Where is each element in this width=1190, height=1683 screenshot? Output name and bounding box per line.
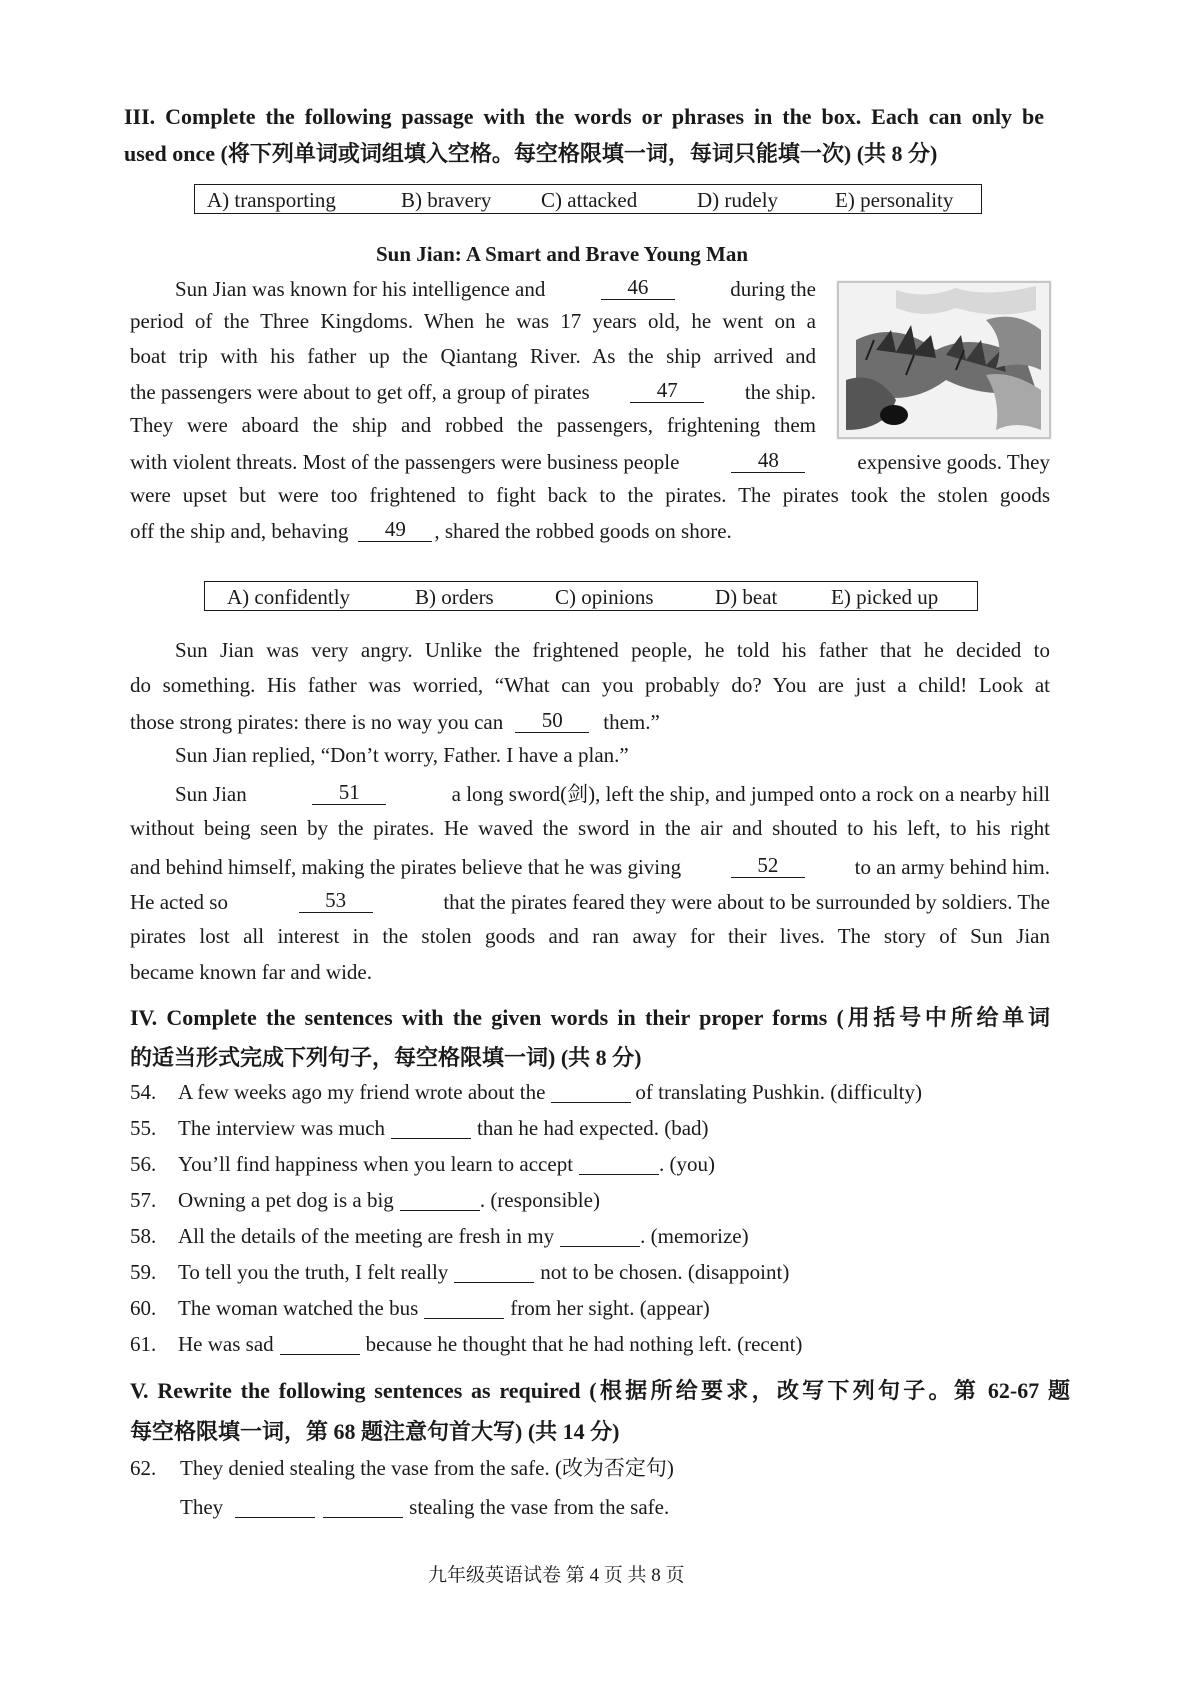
question-text-before: The interview was much xyxy=(178,1116,386,1140)
blank-49[interactable]: 49 xyxy=(358,519,432,542)
p4-line-1-text-b: a long sword(剑), left the ship, and jumped onto a rock on a nearby hill xyxy=(451,782,1050,806)
answer-blank-58[interactable] xyxy=(560,1227,640,1247)
answer-blank-59[interactable] xyxy=(454,1263,534,1283)
question-56 xyxy=(130,1154,715,1175)
pirate-ship-illustration xyxy=(836,280,1052,440)
question-number: 54. xyxy=(130,1080,157,1104)
word-option-e2: E) picked up xyxy=(831,585,939,609)
p1-line-1-text-a: Sun Jian was known for his intelligence and xyxy=(175,277,546,301)
p1-line-2: period of the Three Kingdoms. When he was 17 years old, he went on a xyxy=(130,309,816,333)
answer-end: stealing the vase from the safe. xyxy=(409,1495,670,1519)
question-number: 56. xyxy=(130,1152,157,1176)
question-text-after: from her sight. (appear) xyxy=(510,1296,710,1320)
question-55 xyxy=(130,1118,709,1139)
question-text-before: Owning a pet dog is a big xyxy=(178,1188,394,1212)
p4-line-1 xyxy=(175,782,1050,805)
p2-line-3-text-b: them.” xyxy=(603,710,660,734)
word-option-d: D) rudely xyxy=(697,188,779,212)
answer-blank-54[interactable] xyxy=(551,1083,631,1103)
blank-47[interactable]: 47 xyxy=(630,380,704,403)
section-5-heading-line-1: V. Rewrite the following sentences as required (根据所给要求，改写下列句子。第 62-67 题 xyxy=(130,1378,1070,1403)
word-option-a: A) transporting xyxy=(207,188,336,212)
blank-51[interactable]: 51 xyxy=(312,782,386,805)
p4-line-3 xyxy=(130,855,1050,878)
question-62-answer xyxy=(180,1497,669,1518)
question-text-before: You’ll find happiness when you learn to accept xyxy=(178,1152,574,1176)
p1-line-4-text-a: the passengers were about to get off, a group of pirates xyxy=(130,380,590,404)
question-58 xyxy=(130,1226,749,1247)
answer-blank-55[interactable] xyxy=(391,1119,471,1139)
question-text-after: because he thought that he had nothing left. (recent) xyxy=(365,1332,803,1356)
question-54 xyxy=(130,1082,922,1103)
word-box-1 xyxy=(194,184,982,214)
p1-line-3: boat trip with his father up the Qiantang River. As the ship arrived and xyxy=(130,344,816,368)
question-60 xyxy=(130,1298,710,1319)
question-number: 57. xyxy=(130,1188,157,1212)
word-option-d2: D) beat xyxy=(715,585,778,609)
word-option-b2: B) orders xyxy=(415,585,494,609)
question-text-after: not to be chosen. (disappoint) xyxy=(540,1260,790,1284)
section-3-heading-line-1: III. Complete the following passage with the words or phrases in the box. Each can only be xyxy=(124,104,1044,129)
p1-line-4 xyxy=(130,380,816,403)
question-62 xyxy=(130,1458,674,1479)
question-number: 59. xyxy=(130,1260,157,1284)
blank-53[interactable]: 53 xyxy=(299,890,373,913)
question-57 xyxy=(130,1190,600,1211)
p3-line: Sun Jian replied, “Don’t worry, Father. I have a plan.” xyxy=(175,743,629,767)
answer-blank-56[interactable] xyxy=(579,1155,659,1175)
word-option-b: B) bravery xyxy=(401,188,492,212)
section-4-heading-line-2: 的适当形式完成下列句子，每空格限填一词) (共 8 分) xyxy=(130,1045,642,1070)
section-3-heading-line-2: used once (将下列单词或词组填入空格。每空格限填一词，每词只能填一次) (共 8 分) xyxy=(124,141,938,166)
p4-line-1-text-a: Sun Jian xyxy=(175,782,247,806)
question-number: 60. xyxy=(130,1296,157,1320)
p2-line-2: do something. His father was worried, “What can you probably do? You are just a child! Look at xyxy=(130,673,1050,697)
question-text-before: To tell you the truth, I felt really xyxy=(178,1260,449,1284)
question-text-before: All the details of the meeting are fresh in my xyxy=(178,1224,555,1248)
word-option-a2: A) confidently xyxy=(227,585,351,609)
page-footer: 九年级英语试卷 第 4 页 共 8 页 xyxy=(428,1565,685,1586)
word-option-c: C) attacked xyxy=(541,188,638,212)
answer-blank-61[interactable] xyxy=(280,1335,360,1355)
p2-line-1: Sun Jian was very angry. Unlike the frightened people, he told his father that he decided to xyxy=(175,638,1050,662)
question-59 xyxy=(130,1262,789,1283)
passage-title: Sun Jian: A Smart and Brave Young Man xyxy=(376,242,749,266)
p1-line-7: were upset but were too frightened to fight back to the pirates. The pirates took the stolen goods xyxy=(130,483,1050,507)
blank-52[interactable]: 52 xyxy=(731,855,805,878)
question-text-after: . (you) xyxy=(659,1152,716,1176)
p1-line-8-text-a: off the ship and, behaving xyxy=(130,519,349,543)
question-number: 62. xyxy=(130,1456,157,1480)
p4-line-5: pirates lost all interest in the stolen goods and ran away for their lives. The story of Sun Jian xyxy=(130,924,1050,948)
p4-line-6: became known far and wide. xyxy=(130,960,372,984)
question-number: 61. xyxy=(130,1332,157,1356)
blank-48[interactable]: 48 xyxy=(731,450,805,473)
answer-blank-60[interactable] xyxy=(424,1299,504,1319)
blank-46[interactable]: 46 xyxy=(601,277,675,300)
question-text-after: . (memorize) xyxy=(640,1224,749,1248)
p1-line-1-text-b: during the xyxy=(730,277,816,301)
p4-line-2: without being seen by the pirates. He waved the sword in the air and shouted to his left, to his right xyxy=(130,816,1050,840)
answer-start: They xyxy=(180,1495,224,1519)
answer-blank-62b[interactable] xyxy=(323,1498,403,1518)
answer-blank-62a[interactable] xyxy=(235,1498,315,1518)
question-62-text: They denied stealing the vase from the safe. (改为否定句) xyxy=(180,1456,674,1480)
question-number: 55. xyxy=(130,1116,157,1140)
p1-line-8 xyxy=(130,519,732,542)
question-number: 58. xyxy=(130,1224,157,1248)
section-5-heading-line-2: 每空格限填一词，第 68 题注意句首大写) (共 14 分) xyxy=(130,1419,620,1444)
p1-line-5: They were aboard the ship and robbed the passengers, frightening them xyxy=(130,413,816,437)
p1-line-6 xyxy=(130,450,1050,473)
p1-line-4-text-b: the ship. xyxy=(744,380,816,404)
question-61 xyxy=(130,1334,802,1355)
question-text-after: of translating Pushkin. (difficulty) xyxy=(635,1080,922,1104)
answer-blank-57[interactable] xyxy=(400,1191,480,1211)
p4-line-3-text-a: and behind himself, making the pirates believe that he was giving xyxy=(130,855,682,879)
p4-line-3-text-b: to an army behind him. xyxy=(854,855,1050,879)
word-option-e: E) personality xyxy=(835,188,954,212)
p4-line-4 xyxy=(130,890,1050,913)
question-text-after: than he had expected. (bad) xyxy=(477,1116,709,1140)
p4-line-4-text-a: He acted so xyxy=(130,890,228,914)
p1-line-8-text-b: , shared the robbed goods on shore. xyxy=(434,519,732,543)
question-text-before: He was sad xyxy=(178,1332,274,1356)
section-4-heading-line-1: IV. Complete the sentences with the given words in their proper forms (用括号中所给单词 xyxy=(130,1005,1050,1030)
word-box-2 xyxy=(204,581,978,611)
question-text-before: The woman watched the bus xyxy=(178,1296,419,1320)
blank-50[interactable]: 50 xyxy=(515,710,589,733)
p2-line-3-text-a: those strong pirates: there is no way you can xyxy=(130,710,504,734)
word-option-c2: C) opinions xyxy=(555,585,654,609)
p1-line-6-text-b: expensive goods. They xyxy=(857,450,1050,474)
p2-line-3 xyxy=(130,710,660,733)
question-text-before: A few weeks ago my friend wrote about the xyxy=(178,1080,546,1104)
p1-line-1 xyxy=(175,277,816,300)
p4-line-4-text-b: that the pirates feared they were about to be surrounded by soldiers. The xyxy=(443,890,1050,914)
question-text-after: . (responsible) xyxy=(479,1188,600,1212)
p1-line-6-text-a: with violent threats. Most of the passengers were business people xyxy=(130,450,680,474)
